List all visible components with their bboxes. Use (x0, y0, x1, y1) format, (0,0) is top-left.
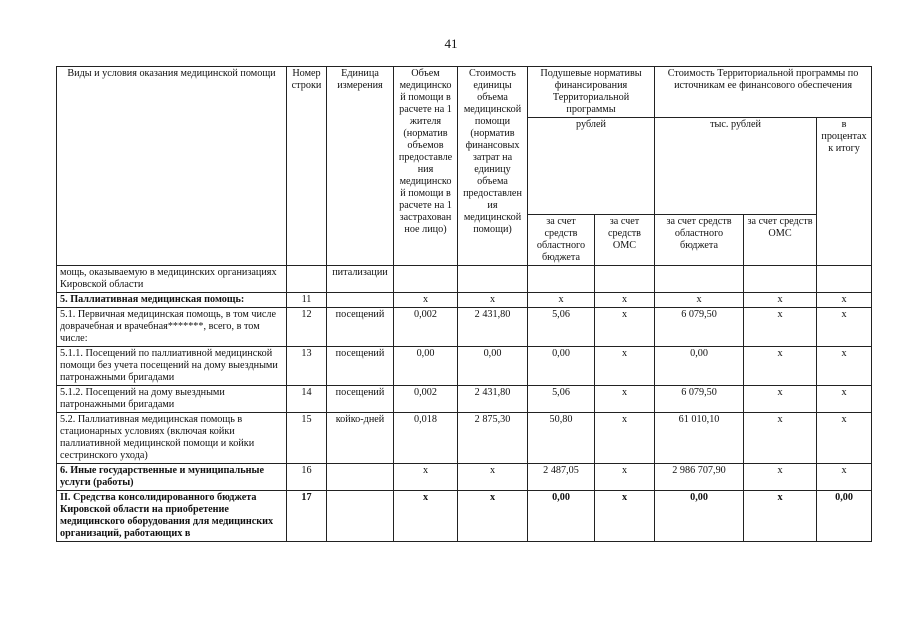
cell-tp-oms: x (744, 347, 817, 386)
cell-kind: II. Средства консолидированного бюджета Кировской области на приобретение медицинского оборудования для медицинских организаций, работающих в (57, 491, 287, 542)
cell-tp-budget: 61 010,10 (655, 413, 744, 464)
cell-volume: 0,002 (394, 386, 458, 413)
table-row (57, 293, 872, 308)
header-row-number: Номер строки (287, 67, 327, 266)
header-pc-oms: за счет средств ОМС (595, 215, 655, 266)
cell-row-number: 11 (287, 293, 327, 308)
cell-tp-oms: x (744, 308, 817, 347)
header-pc-budget: за счет средств областного бюджета (528, 215, 595, 266)
cell-kind: мощь, оказываемую в медицинских организациях Кировской области (57, 266, 287, 293)
cell-tp-budget: 6 079,50 (655, 308, 744, 347)
cell-pc-oms: x (595, 491, 655, 542)
cell-row-number: 17 (287, 491, 327, 542)
cell-pc-budget (528, 266, 595, 293)
cell-volume: x (394, 491, 458, 542)
cell-pc-oms: x (595, 347, 655, 386)
header-unit-rub: рублей (528, 118, 655, 215)
cell-volume: x (394, 293, 458, 308)
cell-pc-oms: x (595, 464, 655, 491)
cell-tp-budget: 2 986 707,90 (655, 464, 744, 491)
cell-unit: посещений (327, 347, 394, 386)
cell-unit: питализации (327, 266, 394, 293)
header-kind: Виды и условия оказания медицинской помощи (57, 67, 287, 266)
cell-volume: 0,002 (394, 308, 458, 347)
cell-pc-budget: x (528, 293, 595, 308)
cell-cost: 2 875,30 (458, 413, 528, 464)
cell-tp-budget: 0,00 (655, 491, 744, 542)
cell-row-number: 15 (287, 413, 327, 464)
cell-tp-oms: x (744, 491, 817, 542)
cell-cost: 0,00 (458, 347, 528, 386)
cell-percent: x (817, 386, 872, 413)
cell-row-number: 14 (287, 386, 327, 413)
cell-tp-budget (655, 266, 744, 293)
cell-row-number: 16 (287, 464, 327, 491)
header-percent: в процентах к итогу (817, 118, 872, 266)
cell-pc-budget: 0,00 (528, 347, 595, 386)
cell-pc-budget: 0,00 (528, 491, 595, 542)
header-unit-thousand-rub: тыс. рублей (655, 118, 817, 215)
table-row (57, 386, 872, 413)
cell-row-number (287, 266, 327, 293)
cell-pc-oms: x (595, 308, 655, 347)
cell-pc-budget: 5,06 (528, 386, 595, 413)
header-unit: Единица измерения (327, 67, 394, 266)
cell-row-number: 13 (287, 347, 327, 386)
cell-pc-oms: x (595, 293, 655, 308)
cell-percent: x (817, 293, 872, 308)
cell-unit (327, 293, 394, 308)
financing-table (56, 66, 872, 542)
cell-kind: 5.1.1. Посещений по паллиативной медицинской помощи без учета посещений на дому выездными патронажными бригадами (57, 347, 287, 386)
cell-percent: x (817, 308, 872, 347)
cell-percent (817, 266, 872, 293)
table-row (57, 266, 872, 293)
header-row-1 (57, 67, 872, 118)
cell-pc-budget: 5,06 (528, 308, 595, 347)
cell-unit (327, 491, 394, 542)
header-volume: Объем медицинской помощи в расчете на 1 жителя (норматив объемов предоставления медицинской помощи в расчете на 1 застрахованное лицо) (394, 67, 458, 266)
cell-cost: x (458, 491, 528, 542)
page-number: 41 (444, 36, 458, 51)
cell-tp-oms: x (744, 413, 817, 464)
cell-unit: посещений (327, 308, 394, 347)
cell-pc-oms (595, 266, 655, 293)
cell-kind: 5.2. Паллиативная медицинская помощь в стационарных условиях (включая койки паллиативной медицинской помощи и койки сестринского ухода) (57, 413, 287, 464)
cell-tp-budget: 6 079,50 (655, 386, 744, 413)
cell-row-number: 12 (287, 308, 327, 347)
table-row (57, 491, 872, 542)
cell-percent: x (817, 464, 872, 491)
cell-pc-budget: 50,80 (528, 413, 595, 464)
table-row (57, 464, 872, 491)
cell-tp-oms: x (744, 464, 817, 491)
cell-cost: 2 431,80 (458, 308, 528, 347)
table-row (57, 347, 872, 386)
table-row (57, 308, 872, 347)
cell-cost: 2 431,80 (458, 386, 528, 413)
cell-kind: 5. Паллиативная медицинская помощь: (57, 293, 287, 308)
cell-pc-oms: x (595, 413, 655, 464)
header-cost: Стоимость единицы объема медицинской помощи (норматив финансовых затрат на единицу объема предоставления медицинской помощи) (458, 67, 528, 266)
cell-pc-budget: 2 487,05 (528, 464, 595, 491)
cell-percent: x (817, 347, 872, 386)
cell-pc-oms: x (595, 386, 655, 413)
table-row (57, 413, 872, 464)
cell-volume: x (394, 464, 458, 491)
cell-percent: x (817, 413, 872, 464)
cell-unit (327, 464, 394, 491)
header-tp-budget: за счет средств областного бюджета (655, 215, 744, 266)
cell-unit: посещений (327, 386, 394, 413)
cell-volume: 0,00 (394, 347, 458, 386)
cell-tp-oms (744, 266, 817, 293)
cell-volume: 0,018 (394, 413, 458, 464)
cell-cost: x (458, 293, 528, 308)
cell-kind: 5.1. Первичная медицинская помощь, в том числе доврачебная и врачебная*******, всего, в том числе: (57, 308, 287, 347)
cell-kind: 6. Иные государственные и муниципальные услуги (работы) (57, 464, 287, 491)
cell-tp-oms: x (744, 386, 817, 413)
header-territorial: Стоимость Территориальной программы по источникам ее финансового обеспечения (655, 67, 872, 118)
cell-tp-oms: x (744, 293, 817, 308)
cell-percent: 0,00 (817, 491, 872, 542)
cell-volume (394, 266, 458, 293)
cell-cost: x (458, 464, 528, 491)
header-per-capita: Подушевые нормативы финансирования Территориальной программы (528, 67, 655, 118)
cell-kind: 5.1.2. Посещений на дому выездными патронажными бригадами (57, 386, 287, 413)
cell-unit: койко-дней (327, 413, 394, 464)
cell-cost (458, 266, 528, 293)
cell-tp-budget: x (655, 293, 744, 308)
header-tp-oms: за счет средств ОМС (744, 215, 817, 266)
cell-tp-budget: 0,00 (655, 347, 744, 386)
